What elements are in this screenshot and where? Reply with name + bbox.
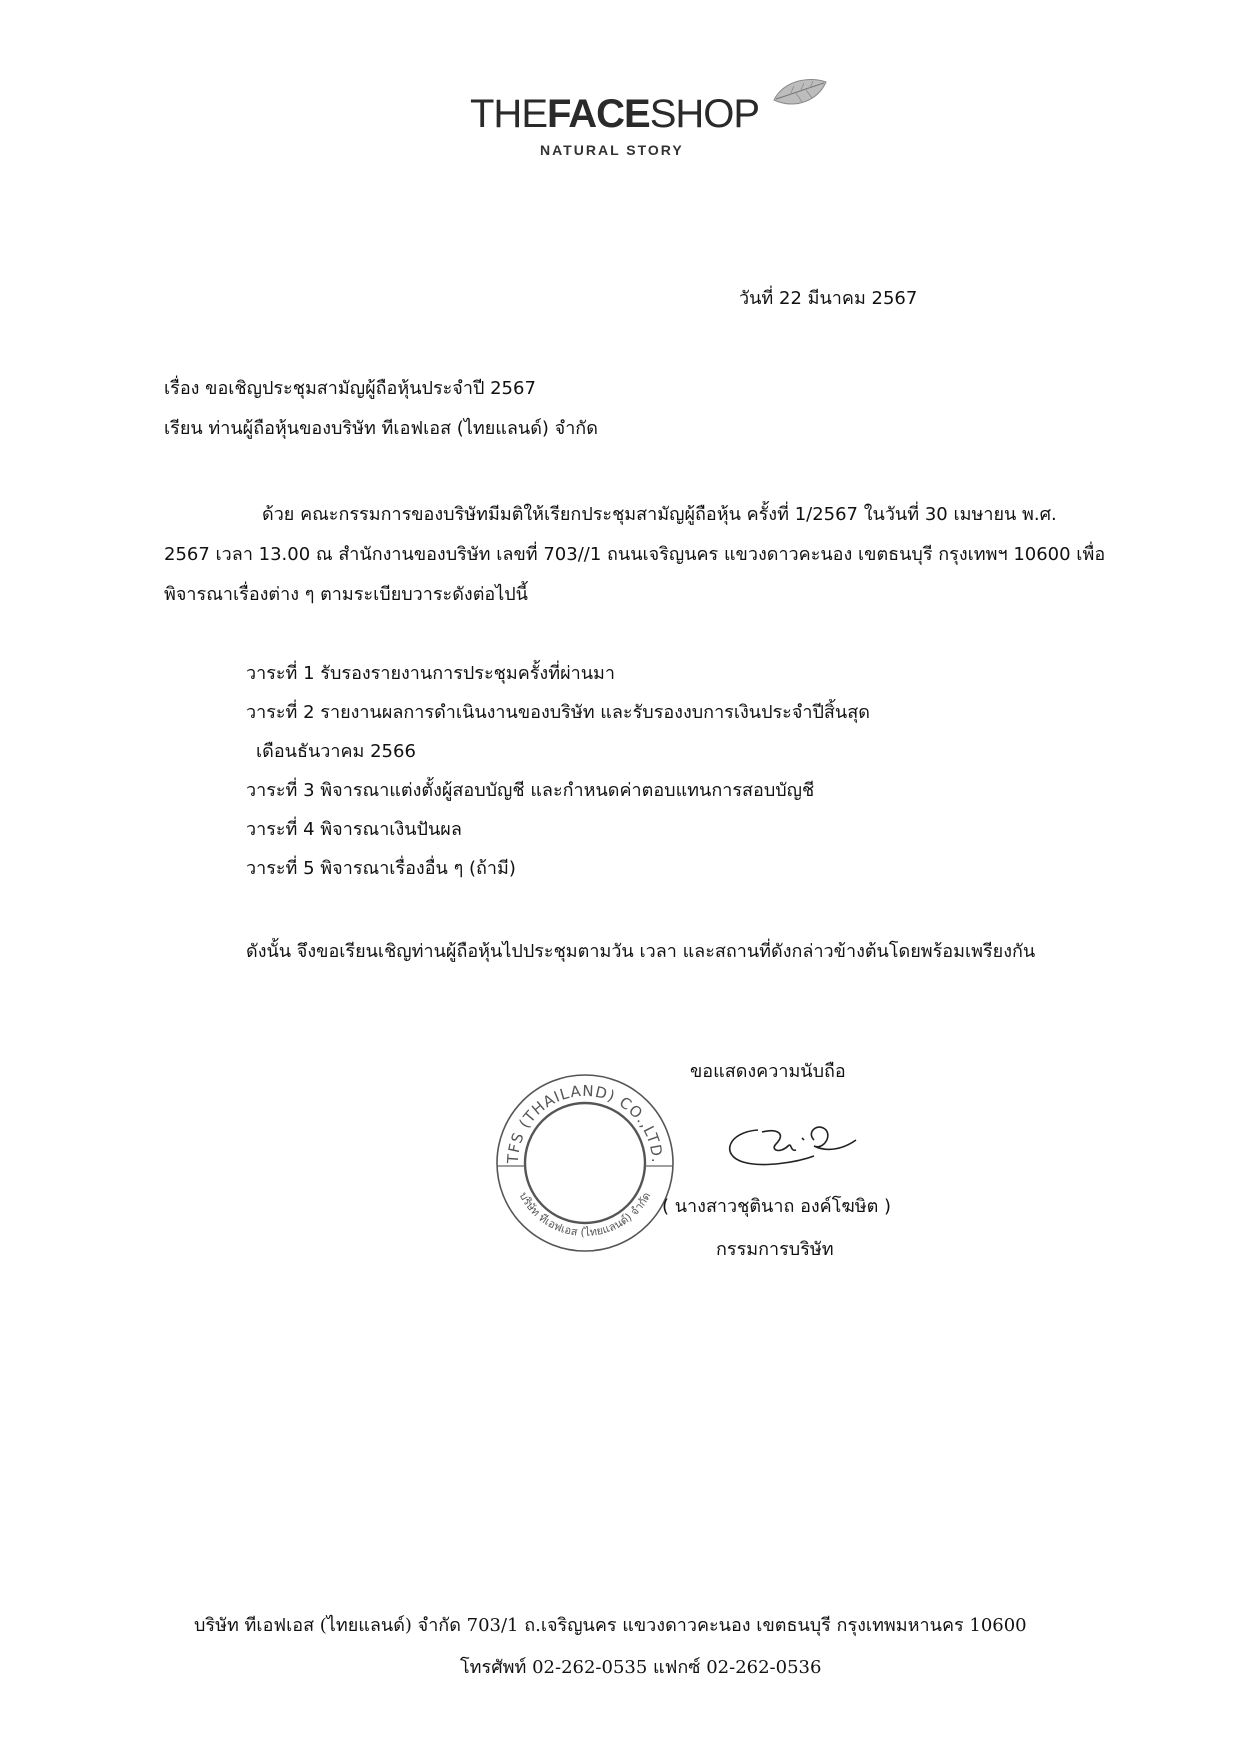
closing-paragraph: ดังนั้น จึงขอเรียนเชิญท่านผู้ถือหุ้นไปประชุมตามวัน เวลา และสถานที่ดังกล่าวข้างต้นโดยพร้อมเพรียงกัน (246, 941, 1036, 962)
letter-date: วันที่ 22 มีนาคม 2567 (739, 288, 918, 309)
leaf-icon (770, 74, 828, 112)
letter-addressee: เรียน ท่านผู้ถือหุ้นของบริษัท ทีเอฟเอส (ไทยแลนด์) จำกัด (164, 418, 598, 439)
agenda-item-4: วาระที่ 4 พิจารณาเงินปันผล (246, 819, 462, 840)
agenda-item-2-continued: เดือนธันวาคม 2566 (256, 741, 416, 762)
body-line-2: 2567 เวลา 13.00 ณ สำนักงานของบริษัท เลขที่ 703//1 ถนนเจริญนคร แขวงดาวคะนอง เขตธนบุรี กรุงเทพฯ 10600 เพื่อ (164, 544, 1106, 565)
logo-word-shop: SHOP (649, 92, 760, 136)
agenda-item-1: วาระที่ 1 รับรองรายงานการประชุมครั้งที่ผ่านมา (246, 663, 616, 684)
letter-subject: เรื่อง ขอเชิญประชุมสามัญผู้ถือหุ้นประจำปี 2567 (164, 378, 536, 399)
body-line-3: พิจารณาเรื่องต่าง ๆ ตามระเบียบวาระดังต่อไปนี้ (164, 584, 528, 605)
agenda-item-3: วาระที่ 3 พิจารณาแต่งตั้งผู้สอบบัญชี และกำหนดค่าตอบแทนการสอบบัญชี (246, 780, 815, 801)
signatory-name: ( นางสาวชุตินาถ องค์โฆษิต ) (662, 1196, 892, 1217)
footer-contact: โทรศัพท์ 02-262-0535 แฟกซ์ 02-262-0536 (460, 1657, 822, 1678)
seal-bottom-text: บริษัท ทีเอฟเอส (ไทยแลนด์) จำกัด (516, 1189, 654, 1240)
handwritten-signature (718, 1110, 868, 1180)
signoff-regards: ขอแสดงความนับถือ (690, 1061, 846, 1082)
company-seal (490, 1068, 680, 1258)
agenda-item-2: วาระที่ 2 รายงานผลการดำเนินงานของบริษัท และรับรองงบการเงินประจำปีสิ้นสุด (246, 702, 870, 723)
logo-word-face: FACE (547, 92, 650, 136)
seal-top-text: TFS (THAILAND) CO.,LTD. (503, 1081, 667, 1164)
signatory-position: กรรมการบริษัท (716, 1239, 834, 1260)
logo-word-the: THE (470, 92, 547, 136)
company-logo (470, 72, 820, 172)
svg-text:TFS (THAILAND) CO.,LTD. (504, 1082, 666, 1165)
logo-wordmark (470, 92, 759, 137)
agenda-item-5: วาระที่ 5 พิจารณาเรื่องอื่น ๆ (ถ้ามี) (246, 858, 516, 879)
body-line-1: ด้วย คณะกรรมการของบริษัทมีมติให้เรียกประชุมสามัญผู้ถือหุ้น ครั้งที่ 1/2567 ในวันที่ 30 เมษายน พ.ศ. (262, 504, 1057, 525)
footer-address: บริษัท ทีเอฟเอส (ไทยแลนด์) จำกัด 703/1 ถ.เจริญนคร แขวงดาวคะนอง เขตธนบุรี กรุงเทพมหานคร 10600 (194, 1615, 1027, 1636)
logo-tagline: NATURAL STORY (540, 142, 684, 158)
